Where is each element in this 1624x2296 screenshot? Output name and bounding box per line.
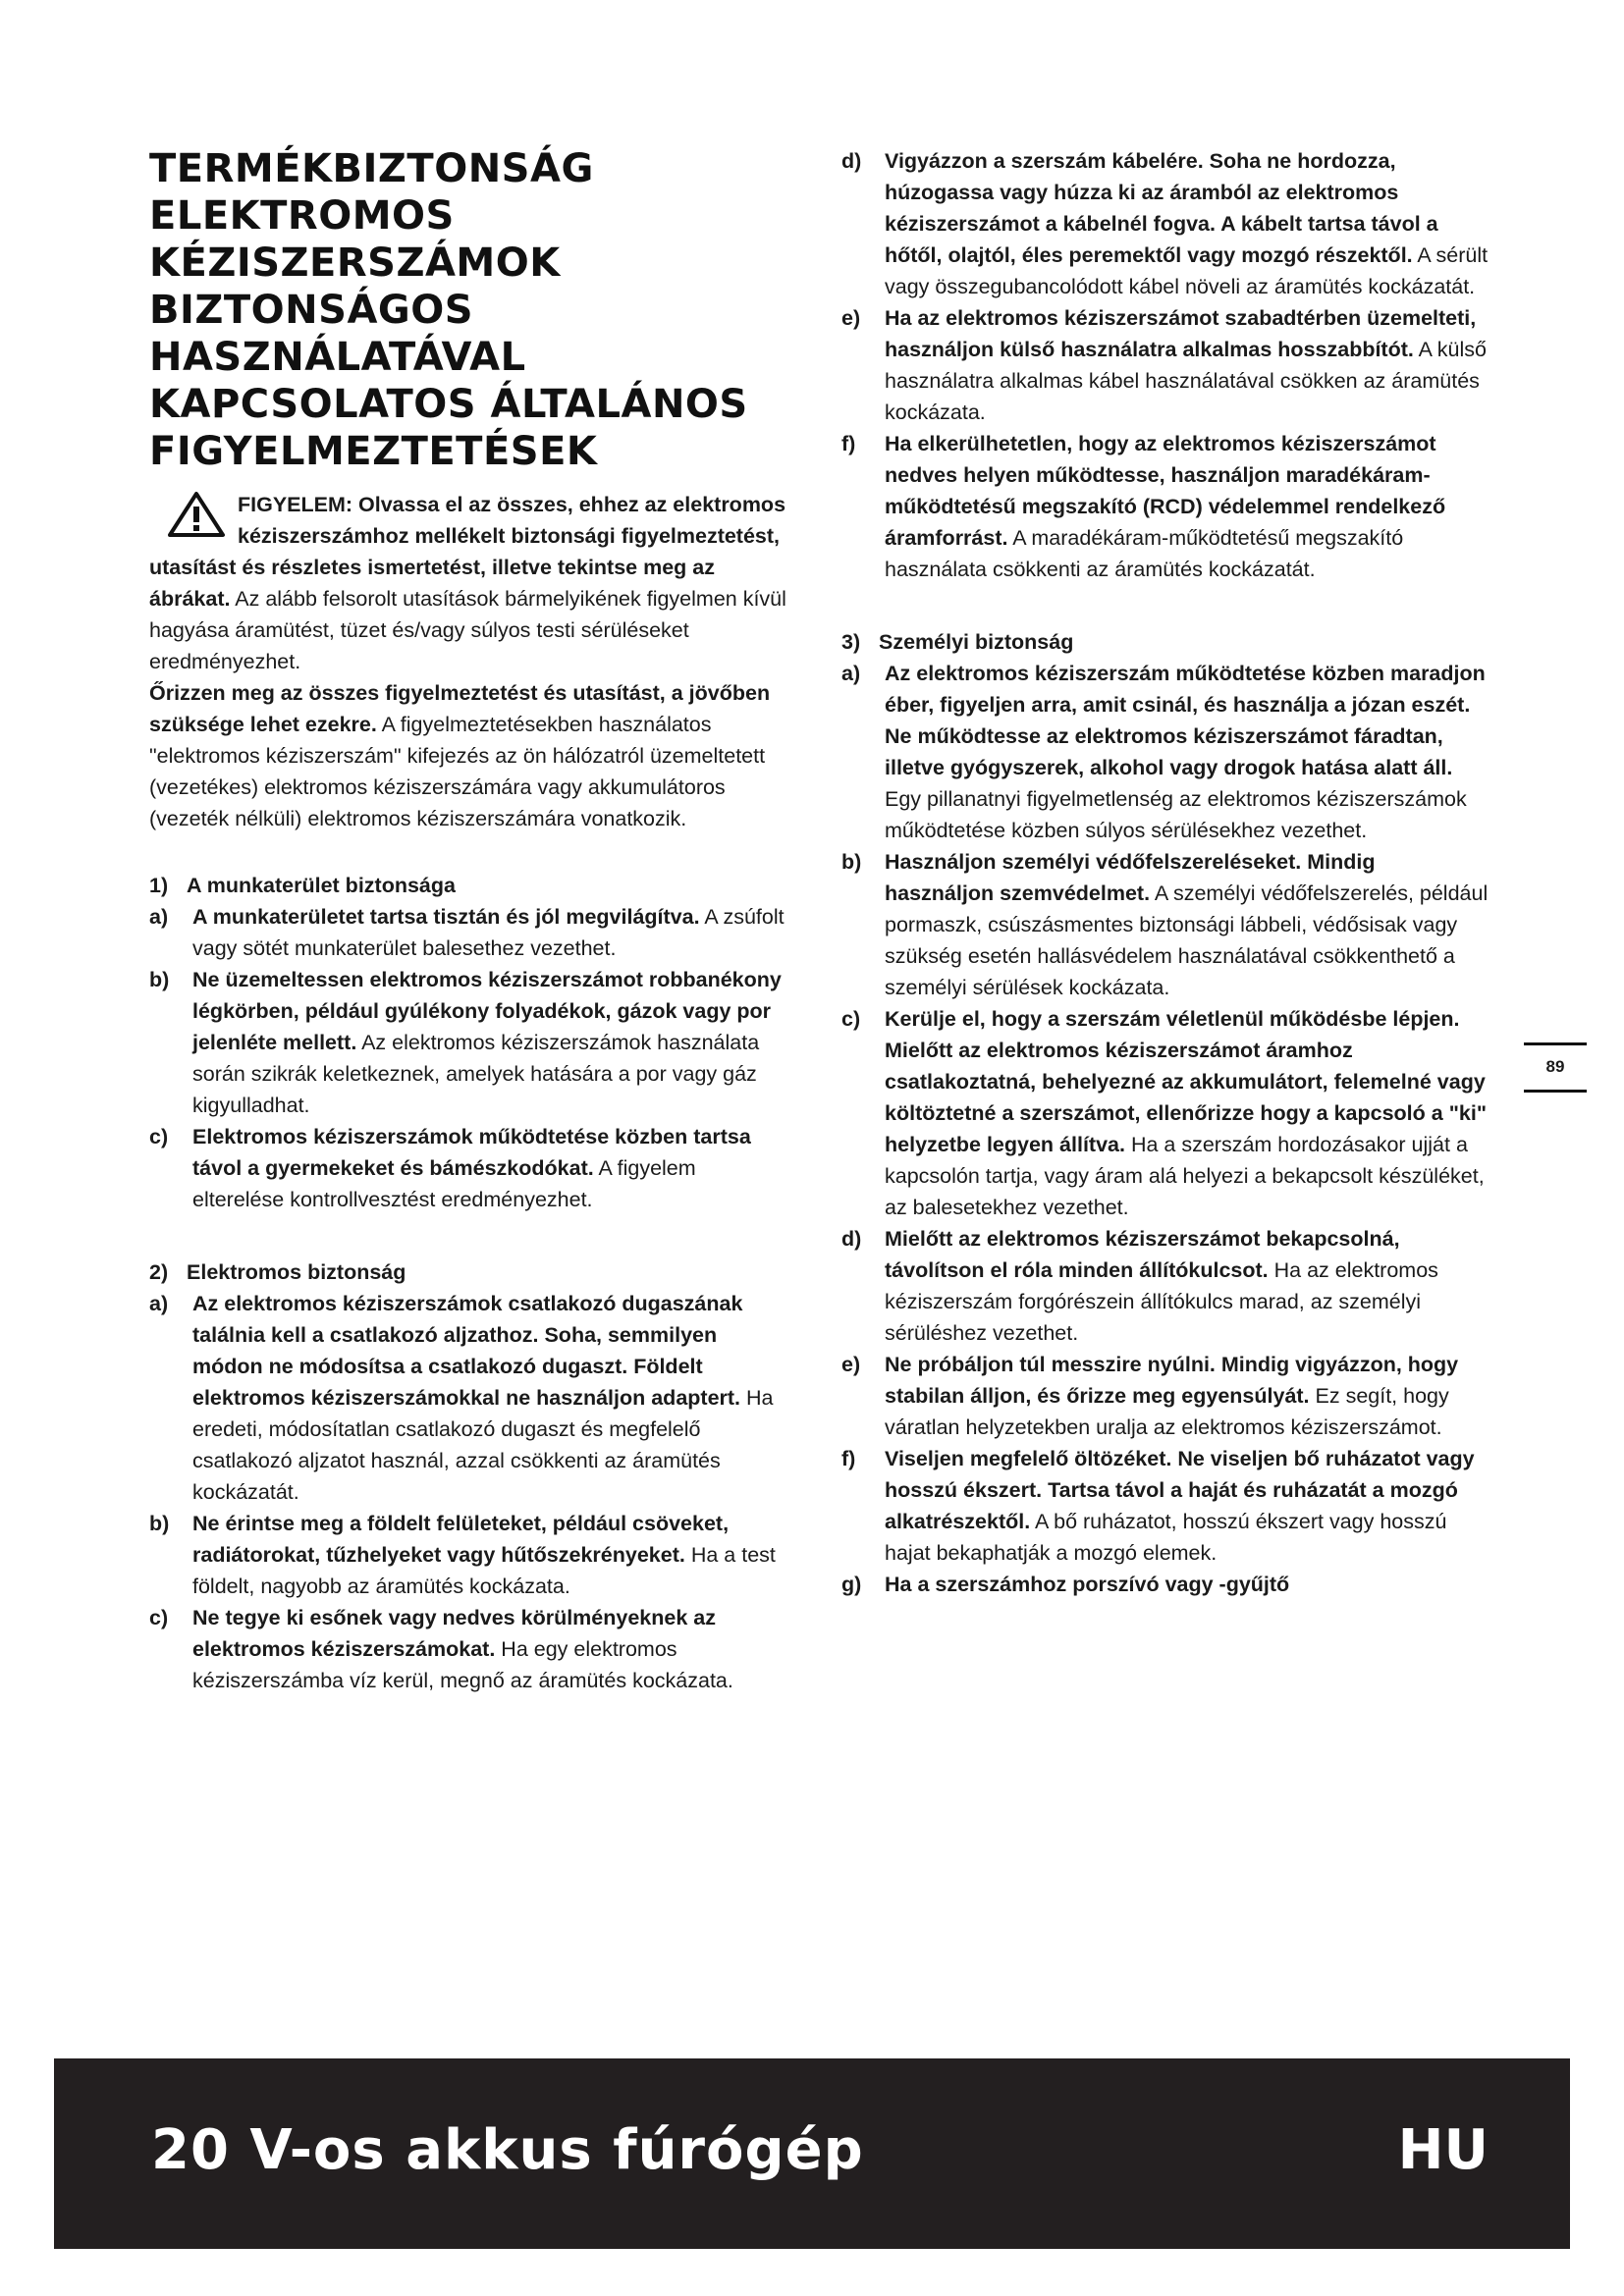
item-text: Ha egy elektromos kéziszerszámba víz kerül, megnő az áramütés kockázata. — [192, 1637, 733, 1692]
section-number: 2) — [149, 1260, 169, 1284]
item-letter: c) — [149, 1606, 169, 1629]
item-letter: c) — [149, 1125, 169, 1148]
item-bold-text: Ha az elektromos kéziszerszámot szabadtérben üzemelteti, használjon külső használatra alkalmas hosszabbítót. — [885, 306, 1477, 361]
item-bold-text: Az elektromos kéziszerszámok csatlakozó dugaszának találnia kell a csatlakozó aljzathoz. Soha, semmilyen módon ne módosítsa a csatlakozó dugaszt. Földelt elektromos kéziszerszámokkal ne használjon adaptert. — [192, 1292, 743, 1410]
list-item — [841, 1223, 1489, 1349]
page-title — [149, 145, 792, 475]
item-letter: b) — [149, 968, 170, 991]
title-line: KÉZISZERSZÁMOK — [149, 240, 561, 286]
item-text: Ha a test földelt, nagyobb az áramütés kockázata. — [192, 1543, 776, 1598]
section-title: A munkaterület biztonsága — [187, 874, 456, 897]
item-letter: g) — [841, 1573, 862, 1596]
section-title: Személyi biztonság — [879, 630, 1074, 654]
item-letter: d) — [841, 1227, 862, 1251]
item-letter: e) — [841, 1353, 861, 1376]
item-bold-text: Ne érintse meg a földelt felületeket, például csöveket, radiátorokat, tűzhelyeket vagy hűtőszekrényeket. — [192, 1512, 730, 1567]
list-item — [149, 901, 792, 964]
list-item — [841, 428, 1489, 585]
item-letter: a) — [149, 905, 169, 929]
title-line: HASZNÁLATÁVAL — [149, 335, 526, 380]
item-bold-text: Az elektromos kéziszerszám működtetése közben maradjon éber, figyeljen arra, amit csinál, és használja a józan eszét. Ne működtesse az elektromos kéziszerszámot fáradtan, illetve gyógyszerek, alkohol vagy drogok hatása alatt áll. — [885, 662, 1486, 779]
warning-paragraph — [149, 489, 792, 677]
item-text: Ha a szerszám hordozásakor ujját a kapcsolón tartja, vagy áram alá helyezi a bekapcsolt készüléket, az balesetekhez vezethet. — [885, 1133, 1485, 1219]
title-line: ELEKTROMOS — [149, 193, 455, 239]
title-line: BIZTONSÁGOS — [149, 288, 474, 333]
item-bold-text: Ne próbáljon túl messzire nyúlni. Mindig vigyázzon, hogy stabilan álljon, és őrizze meg egyensúlyát. — [885, 1353, 1459, 1408]
item-letter: b) — [841, 850, 862, 874]
item-letter: a) — [149, 1292, 169, 1315]
item-bold-text: Ne üzemeltessen elektromos kéziszerszámot robbanékony légkörben, például gyúlékony folyadékok, gázok vagy por jelenléte mellett. — [192, 968, 782, 1054]
section-heading — [149, 870, 792, 901]
item-letter: a) — [841, 662, 861, 685]
warning-text: Az alább felsorolt utasítások bármelyikének figyelmen kívül hagyása áramütést, tüzet és/vagy súlyos testi sérüléseket eredményezhet. — [149, 587, 786, 673]
list-item — [149, 1508, 792, 1602]
warning-triangle-icon — [167, 491, 226, 538]
item-text: A zsúfolt vagy sötét munkaterület balesethez vezethet. — [192, 905, 785, 960]
item-text: A figyelem elterelése kontrollvesztést eredményezhet. — [192, 1156, 696, 1211]
item-letter: b) — [149, 1512, 170, 1535]
item-text: Ha az elektromos kéziszerszám forgórészein állítókulcs marad, az személyi sérüléshez vezethet. — [885, 1258, 1438, 1345]
divider — [1524, 1042, 1587, 1045]
list-item — [149, 1602, 792, 1696]
item-text: Ha eredeti, módosítatlan csatlakozó dugaszt és megfelelő csatlakozó aljzatot használ, azzal csökkenti az áramütés kockázatát. — [192, 1386, 774, 1504]
item-text: Egy pillanatnyi figyelmetlenség az elektromos kéziszerszámok működtetése közben súlyos sérülésekhez vezethet. — [885, 787, 1467, 842]
list-item — [149, 964, 792, 1121]
list-item — [149, 1288, 792, 1508]
title-line: FIGYELMEZTETÉSEK — [149, 429, 598, 474]
title-line: KAPCSOLATOS ÁLTALÁNOS — [149, 382, 748, 427]
list-item — [841, 1003, 1489, 1223]
section-number: 3) — [841, 630, 861, 654]
item-bold-text: Viseljen megfelelő öltözéket. Ne viseljen bő ruházatot vagy hosszú ékszert. Tartsa távol a haját és ruházatát a mozgó alkatrészektől. — [885, 1447, 1475, 1533]
keep-instructions-paragraph — [149, 677, 792, 834]
item-bold-text: Kerülje el, hogy a szerszám véletlenül működésbe lépjen. Mielőtt az elektromos kéziszerszámot áramhoz csatlakoztatná, behelyezné az akkumulátort, felemelné vagy költöztetné a szerszámot, ellenőrizze hogy a kapcsoló a "ki" helyzetbe legyen állítva. — [885, 1007, 1488, 1156]
keep-bold-text: Őrizzen meg az összes figyelmeztetést és utasítást, a jövőben szüksége lehet ezekre. — [149, 681, 771, 736]
right-column — [841, 145, 1489, 1600]
list-item — [841, 1569, 1489, 1600]
list-item — [841, 846, 1489, 1003]
item-bold-text: A munkaterületet tartsa tisztán és jól megvilágítva. — [192, 905, 700, 929]
list-item — [149, 1121, 792, 1215]
section-heading — [841, 626, 1489, 658]
item-text: A külső használatra alkalmas kábel használatával csökken az áramütés kockázata. — [885, 338, 1487, 424]
item-bold-text: Vigyázzon a szerszám kábelére. Soha ne hordozza, húzogassa vagy húzza ki az áramból az elektromos kéziszerszámot a kábelnél fogva. A kábelt tartsa távol a hőtől, olajtól, éles peremektől vagy mozgó részektől. — [885, 149, 1438, 267]
item-bold-text: Ha a szerszámhoz porszívó vagy -gyűjtő — [885, 1573, 1290, 1596]
item-text: A maradékáram-működtetésű megszakító használata csökkenti az áramütés kockázatát. — [885, 526, 1404, 581]
item-bold-text: Elektromos kéziszerszámok működtetése közben tartsa távol a gyermekeket és bámészkodókat. — [192, 1125, 751, 1180]
page-number-marker — [1524, 1042, 1587, 1093]
footer-bar — [54, 2058, 1570, 2249]
list-item — [841, 145, 1489, 302]
item-letter: e) — [841, 306, 861, 330]
item-text: Ez segít, hogy váratlan helyzetekben uralja az elektromos kéziszerszámot. — [885, 1384, 1449, 1439]
item-bold-text: Ha elkerülhetetlen, hogy az elektromos kéziszerszámot nedves helyen működtesse, használjon maradékáram-működtetésű megszakító (RCD) védelemmel rendelkező áramforrást. — [885, 432, 1446, 550]
list-item — [841, 658, 1489, 846]
item-letter: f) — [841, 1447, 856, 1470]
item-bold-text: Ne tegye ki esőnek vagy nedves körülményeknek az elektromos kéziszerszámokat. — [192, 1606, 716, 1661]
item-text: A személyi védőfelszerelés, például pormaszk, csúszásmentes biztonsági lábbeli, védősisak vagy szükség esetén hallásvédelem használatával csökkenthető a személyi sérülések kockázata. — [885, 881, 1489, 999]
item-text: A bő ruházatot, hosszú ékszert vagy hosszú hajat bekaphatják a mozgó elemek. — [885, 1510, 1447, 1565]
section-title: Elektromos biztonság — [187, 1260, 406, 1284]
footer-language-code: HU — [1397, 2118, 1489, 2182]
item-letter: c) — [841, 1007, 861, 1031]
left-column — [149, 145, 792, 1696]
list-item — [841, 1349, 1489, 1443]
warning-bold-text: FIGYELEM: Olvassa el az összes, ehhez az elektromos kéziszerszámhoz mellékelt biztonsági figyelmeztetést, utasítást és részletes ismertetést, illetve tekintse meg az ábrákat. — [149, 493, 786, 611]
item-bold-text: Mielőtt az elektromos kéziszerszámot bekapcsolná, távolítson el róla minden állítókulcsot. — [885, 1227, 1400, 1282]
keep-text: A figyelmeztetésekben használatos "elektromos kéziszerszám" kifejezés az ön hálózatról üzemeltetett (vezetékes) elektromos kéziszerszámára vagy akkumulátoros (vezeték nélküli) elektromos kéziszerszámára vonatkozik. — [149, 713, 766, 830]
item-letter: f) — [841, 432, 856, 455]
item-letter: d) — [841, 149, 862, 173]
section-number: 1) — [149, 874, 169, 897]
footer-product-title: 20 V-os akkus fúrógép — [151, 2118, 864, 2182]
title-line: TERMÉKBIZTONSÁG — [149, 146, 594, 191]
divider — [1524, 1090, 1587, 1093]
item-text: A sérült vagy összegubancolódott kábel növeli az áramütés kockázatát. — [885, 243, 1489, 298]
list-item — [841, 1443, 1489, 1569]
page-number: 89 — [1545, 1057, 1565, 1076]
section-heading — [149, 1256, 792, 1288]
item-text: Az elektromos kéziszerszámok használata során szikrák keletkeznek, amelyek hatására a por vagy gáz kigyulladhat. — [192, 1031, 760, 1117]
list-item — [841, 302, 1489, 428]
item-bold-text: Használjon személyi védőfelszereléseket. Mindig használjon szemvédelmet. — [885, 850, 1376, 905]
